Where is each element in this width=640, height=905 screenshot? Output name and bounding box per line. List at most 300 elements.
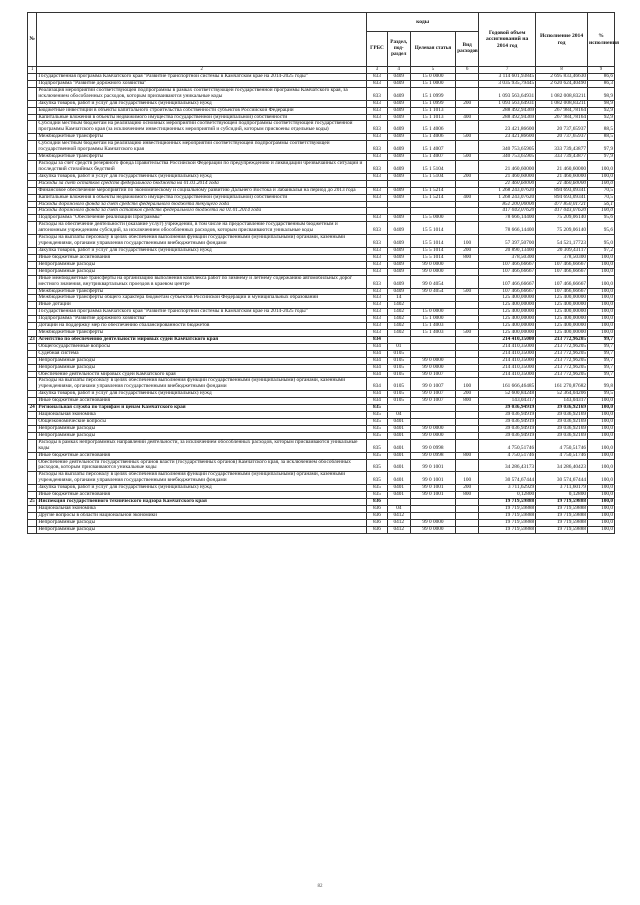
row-expense-type: 200: [456, 247, 479, 254]
row-name: Закупка товаров, работ и услуг для государственных (муниципальных) нужд: [37, 485, 367, 492]
row-grbs: 836: [367, 506, 388, 513]
row-target-article: 99 0 0000: [410, 425, 456, 432]
row-number: [28, 419, 37, 426]
row-target-article: 15 1 1013: [410, 107, 456, 114]
row-percent: 100,0: [588, 492, 615, 499]
row-exec: 213 772,96205: [536, 343, 588, 350]
row-expense-type: 200: [456, 391, 479, 398]
row-name: Расходы дорожного фонда за счет остатков средств федерального бюджета на 01.01.2014 года: [37, 208, 367, 215]
row-name: Межбюджетные трансферты: [37, 154, 367, 161]
row-number: [28, 173, 37, 180]
header-name: [37, 13, 367, 67]
row-plan: 214 410,35000: [479, 364, 536, 371]
row-razdel: 0409: [387, 141, 410, 154]
row-expense-type: 800: [456, 452, 479, 459]
row-name: Национальная экономика: [37, 412, 367, 419]
row-expense-type: [456, 343, 479, 350]
row-name: Подпрограмма "Развитие дорожного хозяйства": [37, 80, 367, 87]
table-row: [28, 87, 615, 100]
row-exec: 75 209,06140: [536, 222, 588, 235]
row-plan: 39 036,94919: [479, 405, 536, 412]
row-plan: 21 460,60000: [479, 160, 536, 173]
row-expense-type: [456, 121, 479, 134]
row-expense-type: [456, 80, 479, 87]
row-plan: 3 035 935,79445: [479, 80, 536, 87]
row-number: [28, 74, 37, 81]
table-row: [28, 526, 615, 533]
row-name: Расходы за счет средств резервного фонда Правительства Российской Федерации по предупреждению и ликвидации чрезвычайных ситуаций и последствий стихийных бедствий: [37, 160, 367, 173]
row-name: Дотации на поддержку мер по обеспечению сбалансированности бюджетов: [37, 323, 367, 330]
row-target-article: 15 1 4006: [410, 121, 456, 134]
row-grbs: 833: [367, 87, 388, 100]
col-number: 3: [367, 67, 388, 74]
row-razdel: 0401: [387, 452, 410, 459]
row-exec: 894 693,09341: [536, 187, 588, 194]
row-expense-type: [456, 208, 479, 215]
row-percent: 100,0: [588, 295, 615, 302]
row-grbs: 833: [367, 160, 388, 173]
row-name: Непрограммные расходы: [37, 364, 367, 371]
row-grbs: 835: [367, 412, 388, 419]
row-percent: 86,6: [588, 74, 615, 81]
row-percent: 100,0: [588, 459, 615, 472]
row-percent: 100,0: [588, 432, 615, 439]
row-number: [28, 201, 37, 208]
row-expense-type: [456, 526, 479, 533]
row-percent: 100,0: [588, 160, 615, 173]
row-razdel: 0409: [387, 222, 410, 235]
row-percent: 98,9: [588, 87, 615, 100]
row-plan: 1 268 243,07620: [479, 194, 536, 201]
row-number: [28, 121, 37, 134]
row-plan: 125 400,00000: [479, 316, 536, 323]
row-target-article: 15 1 0000: [410, 316, 456, 323]
row-exec: 125 400,00000: [536, 323, 588, 330]
row-plan: 3 711,62929: [479, 485, 536, 492]
row-expense-type: [456, 364, 479, 371]
row-name: Судебная система: [37, 350, 367, 357]
row-razdel: 0409: [387, 107, 410, 114]
row-expense-type: [456, 519, 479, 526]
row-plan: 39 036,94919: [479, 432, 536, 439]
row-exec: 19 719,59888: [536, 519, 588, 526]
row-plan: 288 492,94369: [479, 107, 536, 114]
row-number: [28, 485, 37, 492]
row-target-article: 99 0 0998: [410, 452, 456, 459]
row-number: [28, 519, 37, 526]
row-name: Субсидии местным бюджетам на реализацию инвестиционных мероприятий соответствующей подпрограммы соответствующей государственной программы Камчатского края: [37, 141, 367, 154]
row-exec: 39 036,92169: [536, 412, 588, 419]
row-grbs: 836: [367, 499, 388, 506]
row-plan: 1 093 563,64931: [479, 87, 536, 100]
row-grbs: 833: [367, 309, 388, 316]
row-name: Капитальные вложения в объекты недвижимого имущества государственной (муниципальной) собственности: [37, 114, 367, 121]
row-name: Непрограммные расходы: [37, 432, 367, 439]
row-target-article: 15 0 0000: [410, 309, 456, 316]
row-exec: 267 984,78164: [536, 114, 588, 121]
row-number: [28, 141, 37, 154]
row-exec: 19 719,59888: [536, 499, 588, 506]
header-exec: Исполнение 2014 год: [536, 13, 588, 67]
row-razdel: 0412: [387, 512, 410, 519]
header-razdel: Раздел, под-раздел: [387, 32, 410, 67]
row-name: Закупка товаров, работ и услуг для государственных (муниципальных) нужд: [37, 247, 367, 254]
row-percent: 92,9: [588, 114, 615, 121]
row-target-article: 15 0 0000: [410, 74, 456, 81]
row-number: [28, 215, 37, 222]
row-number: [28, 432, 37, 439]
row-expense-type: [456, 107, 479, 114]
row-number: [28, 316, 37, 323]
row-percent: 100,0: [588, 180, 615, 187]
row-grbs: 834: [367, 343, 388, 350]
row-grbs: 836: [367, 512, 388, 519]
row-name: Расходы дорожного фонда за счет средств федерального бюджета текущего года: [37, 201, 367, 208]
row-plan: 107 466,66667: [479, 261, 536, 268]
row-razdel: 0409: [387, 215, 410, 222]
row-percent: 99,7: [588, 343, 615, 350]
table-row: [28, 439, 615, 452]
row-exec: 213 772,96205: [536, 350, 588, 357]
table-row: [28, 235, 615, 248]
row-grbs: 833: [367, 288, 388, 295]
row-exec: 107 466,66667: [536, 261, 588, 268]
row-exec: 75 209,06140: [536, 215, 588, 222]
row-target-article: [410, 412, 456, 419]
row-target-article: 15 1 4007: [410, 154, 456, 161]
row-name: Расходы на выплаты персоналу в целях обеспечения выполнения функций государственными (муниципальными) органами, казенными учреждениями, органами управления государственными внебюджетными фондами: [37, 235, 367, 248]
row-number: [28, 391, 37, 398]
row-exec: 107 466,66667: [536, 288, 588, 295]
row-target-article: 99 0 4054: [410, 275, 456, 288]
row-grbs: 833: [367, 154, 388, 161]
row-exec: 39 036,92169: [536, 419, 588, 426]
row-exec: 161 270,87682: [536, 378, 588, 391]
row-razdel: 0401: [387, 485, 410, 492]
row-number: [28, 87, 37, 100]
row-grbs: 836: [367, 526, 388, 533]
row-target-article: 99 0 0000: [410, 432, 456, 439]
col-number: 6: [456, 67, 479, 74]
row-percent: 70,5: [588, 194, 615, 201]
row-grbs: 835: [367, 472, 388, 485]
row-percent: 97,2: [588, 247, 615, 254]
row-plan: 161 666,46485: [479, 378, 536, 391]
row-percent: 100,0: [588, 261, 615, 268]
row-percent: 99,7: [588, 357, 615, 364]
row-number: [28, 506, 37, 513]
row-razdel: 04: [387, 506, 410, 513]
row-expense-type: [456, 222, 479, 235]
row-plan: 4 750,51746: [479, 452, 536, 459]
row-expense-type: 200: [456, 173, 479, 180]
row-grbs: 834: [367, 336, 388, 343]
row-target-article: 99 0 4054: [410, 288, 456, 295]
row-number: [28, 526, 37, 533]
row-razdel: 0409: [387, 194, 410, 201]
row-grbs: [367, 201, 388, 208]
row-expense-type: [456, 295, 479, 302]
page-number: 82: [317, 884, 323, 889]
header-grbs: ГРБС: [367, 32, 388, 67]
row-number: [28, 357, 37, 364]
row-number: [28, 295, 37, 302]
row-percent: 100,0: [588, 275, 615, 288]
row-number: [28, 288, 37, 295]
row-number: [28, 472, 37, 485]
row-name: Расходы на обеспечение деятельности (оказание услуг) учреждений, в том числе на предоставление государственным бюджетным и автономным учреждениям субсидий, за исключением обособленных расходов, которым присваиваются уникальные коды: [37, 222, 367, 235]
row-razdel: 1402: [387, 309, 410, 316]
row-plan: 214 410,35000: [479, 350, 536, 357]
row-expense-type: [456, 499, 479, 506]
row-plan: 214 410,35000: [479, 357, 536, 364]
row-percent: 100,0: [588, 323, 615, 330]
row-expense-type: 400: [456, 194, 479, 201]
row-expense-type: 500: [456, 154, 479, 161]
row-grbs: 833: [367, 114, 388, 121]
row-exec: 0,12800: [536, 492, 588, 499]
row-exec: 1 082 008,83211: [536, 87, 588, 100]
row-number: 23: [28, 336, 37, 343]
row-number: [28, 114, 37, 121]
row-target-article: [410, 506, 456, 513]
row-name: Государственная программа Камчатского края "Развитие транспортной системы в Камчатском крае на 2014-2025 годы": [37, 74, 367, 81]
row-name: Агентство по обеспечению деятельности мировых судей Камчатского края: [37, 336, 367, 343]
row-exec: 39 036,92169: [536, 432, 588, 439]
row-plan: 20 890,13400: [479, 247, 536, 254]
row-grbs: 834: [367, 357, 388, 364]
row-exec: 1 082 008,83211: [536, 100, 588, 107]
row-grbs: 833: [367, 121, 388, 134]
row-expense-type: [456, 160, 479, 173]
row-exec: 125 400,00000: [536, 295, 588, 302]
row-grbs: 834: [367, 350, 388, 357]
row-grbs: 836: [367, 519, 388, 526]
row-exec: 267 984,78164: [536, 107, 588, 114]
row-percent: 100,0: [588, 208, 615, 215]
row-plan: 107 466,66667: [479, 275, 536, 288]
row-expense-type: [456, 412, 479, 419]
header-plan: Годовой объем ассигнований на 2014 год: [479, 13, 536, 67]
row-name: Закупка товаров, работ и услуг для государственных (муниципальных) нужд: [37, 173, 367, 180]
row-expense-type: 100: [456, 472, 479, 485]
row-number: [28, 425, 37, 432]
row-percent: 100,0: [588, 499, 615, 506]
row-number: [28, 323, 37, 330]
row-percent: 70,5: [588, 187, 615, 194]
row-name: Общеэкономические вопросы: [37, 419, 367, 426]
row-expense-type: [456, 302, 479, 309]
row-expense-type: [456, 261, 479, 268]
row-target-article: 99 0 0000: [410, 519, 456, 526]
row-percent: 97,9: [588, 154, 615, 161]
table-row: [28, 459, 615, 472]
row-percent: 88,5: [588, 121, 615, 134]
row-name: Межбюджетные трансферты общего характера бюджетам субъектов Российской Федерации и муниципальных образований: [37, 295, 367, 302]
row-grbs: 834: [367, 371, 388, 378]
row-expense-type: [456, 275, 479, 288]
row-exec: 213 772,96205: [536, 357, 588, 364]
row-target-article: 99 0 0000: [410, 357, 456, 364]
row-expense-type: 100: [456, 378, 479, 391]
row-percent: 100,0: [588, 452, 615, 459]
row-plan: 851 200,00000: [479, 201, 536, 208]
row-plan: 3 114 601,93845: [479, 74, 536, 81]
row-razdel: [387, 201, 410, 208]
header-cs: Целевая статья: [410, 32, 456, 67]
row-target-article: 99 0 0000: [410, 261, 456, 268]
row-name: Расходы за счет остатков средств федерального бюджета на 01.01.2014 года: [37, 180, 367, 187]
row-target-article: 99 0 1001: [410, 492, 456, 499]
row-razdel: 0409: [387, 275, 410, 288]
row-razdel: 0409: [387, 121, 410, 134]
row-number: [28, 512, 37, 519]
row-plan: 107 466,66667: [479, 288, 536, 295]
row-percent: 95,6: [588, 222, 615, 235]
row-grbs: 833: [367, 323, 388, 330]
row-exec: 54 521,17723: [536, 235, 588, 248]
row-razdel: 01: [387, 343, 410, 350]
row-exec: 378,50300: [536, 254, 588, 261]
row-percent: 99,8: [588, 378, 615, 391]
row-razdel: 0409: [387, 80, 410, 87]
row-razdel: 0409: [387, 254, 410, 261]
row-percent: 100,0: [588, 173, 615, 180]
row-exec: 39 036,92169: [536, 405, 588, 412]
row-grbs: 835: [367, 432, 388, 439]
row-name: Иные дотации: [37, 302, 367, 309]
row-plan: 125 400,00000: [479, 309, 536, 316]
row-target-article: 15 1 0999: [410, 87, 456, 100]
col-number: 7: [479, 67, 536, 74]
row-expense-type: [456, 74, 479, 81]
row-target-article: 99 0 0998: [410, 439, 456, 452]
row-razdel: 14: [387, 295, 410, 302]
row-target-article: 15 1 4006: [410, 134, 456, 141]
row-target-article: 15 1 5214: [410, 187, 456, 194]
row-razdel: 0409: [387, 74, 410, 81]
row-expense-type: [456, 425, 479, 432]
row-razdel: 1402: [387, 316, 410, 323]
row-exec: 125 400,00000: [536, 309, 588, 316]
row-percent: 99,5: [588, 391, 615, 398]
row-expense-type: [456, 350, 479, 357]
row-target-article: 99 0 1007: [410, 371, 456, 378]
row-number: [28, 371, 37, 378]
row-expense-type: [456, 180, 479, 187]
row-name: Финансовое обеспечение мероприятий по экономическому и социальному развитию Дальнего Востока и Забайкалья на период до 2013 года: [37, 187, 367, 194]
row-grbs: 833: [367, 141, 388, 154]
row-exec: 213 772,96205: [536, 336, 588, 343]
row-number: [28, 343, 37, 350]
row-plan: 1 268 243,07620: [479, 187, 536, 194]
row-plan: 39 036,94919: [479, 419, 536, 426]
row-name: Непрограммные расходы: [37, 261, 367, 268]
row-plan: 214 410,35000: [479, 343, 536, 350]
row-grbs: 833: [367, 235, 388, 248]
row-number: [28, 107, 37, 114]
row-percent: 100,0: [588, 439, 615, 452]
row-plan: 30 574,67444: [479, 472, 536, 485]
row-plan: 52 600,84248: [479, 391, 536, 398]
row-number: [28, 275, 37, 288]
row-grbs: 833: [367, 107, 388, 114]
row-percent: 100,0: [588, 302, 615, 309]
row-number: [28, 378, 37, 391]
row-name: Общегосударственные вопросы: [37, 343, 367, 350]
row-grbs: 833: [367, 316, 388, 323]
row-razdel: 0409: [387, 288, 410, 295]
row-name: Межбюджетные трансферты: [37, 288, 367, 295]
row-target-article: 15 1 4003: [410, 330, 456, 337]
row-number: [28, 235, 37, 248]
row-name: Обеспечение деятельности мировых судей Камчатского края: [37, 371, 367, 378]
row-name: Обеспечение деятельности государственных органов власти (государственных органов) Камчатского края, за исключением обособленных расходов, которым присваиваются уникальные коды: [37, 459, 367, 472]
row-razdel: 0409: [387, 134, 410, 141]
row-plan: 288 492,94369: [479, 114, 536, 121]
row-plan: 19 719,59888: [479, 499, 536, 506]
row-name: Государственная программа Камчатского края "Развитие транспортной системы в Камчатском крае на 2014-2025 годы": [37, 309, 367, 316]
row-exec: 21 460,60000: [536, 160, 588, 173]
row-grbs: 834: [367, 378, 388, 391]
row-exec: 417 043,07620: [536, 208, 588, 215]
header-number: №: [28, 13, 37, 67]
row-target-article: [410, 336, 456, 343]
row-expense-type: 800: [456, 492, 479, 499]
row-plan: 19 719,59888: [479, 519, 536, 526]
row-name: Расходы на выплаты персоналу в целях обеспечения выполнения функций государственными (муниципальными) органами, казенными учреждениями, органами управления государственными внебюджетными фондами: [37, 378, 367, 391]
row-number: [28, 80, 37, 87]
row-razdel: 0105: [387, 378, 410, 391]
row-target-article: 99 0 1001: [410, 459, 456, 472]
row-target-article: 15 5 1014: [410, 235, 456, 248]
table-row: [28, 378, 615, 391]
row-name: Расходы в рамках непрограммных направлений деятельности, за исключением обособленных расходов, которым присваиваются уникальные коды: [37, 439, 367, 452]
row-exec: 143,04317: [536, 398, 588, 405]
row-expense-type: 500: [456, 330, 479, 337]
row-percent: 100,0: [588, 526, 615, 533]
row-expense-type: [456, 512, 479, 519]
row-percent: 100,0: [588, 268, 615, 275]
row-exec: 52 364,04206: [536, 391, 588, 398]
row-grbs: 835: [367, 485, 388, 492]
row-razdel: 0409: [387, 100, 410, 107]
row-plan: 340 753,65905: [479, 154, 536, 161]
row-razdel: 0401: [387, 492, 410, 499]
row-razdel: 0409: [387, 173, 410, 180]
row-name: Другие вопросы в области национальной экономики: [37, 512, 367, 519]
row-razdel: 0105: [387, 350, 410, 357]
row-number: [28, 452, 37, 459]
row-percent: 100,0: [588, 485, 615, 492]
row-grbs: 835: [367, 492, 388, 499]
row-expense-type: 800: [456, 254, 479, 261]
row-target-article: 99 0 1007: [410, 378, 456, 391]
row-expense-type: 500: [456, 288, 479, 295]
row-number: [28, 194, 37, 201]
row-target-article: 99 0 1007: [410, 398, 456, 405]
row-exec: 21 460,60000: [536, 180, 588, 187]
row-name: Капитальные вложения в объекты недвижимого имущества государственной (муниципальной) собственности: [37, 194, 367, 201]
row-grbs: 835: [367, 452, 388, 459]
row-target-article: 15 1 0000: [410, 80, 456, 87]
row-plan: 417 043,07620: [479, 208, 536, 215]
row-razdel: 04: [387, 412, 410, 419]
row-expense-type: [456, 371, 479, 378]
row-name: Подпрограмма "Обеспечение реализации Программы": [37, 215, 367, 222]
row-grbs: 833: [367, 302, 388, 309]
row-name: Закупка товаров, работ и услуг для государственных (муниципальных) нужд: [37, 391, 367, 398]
